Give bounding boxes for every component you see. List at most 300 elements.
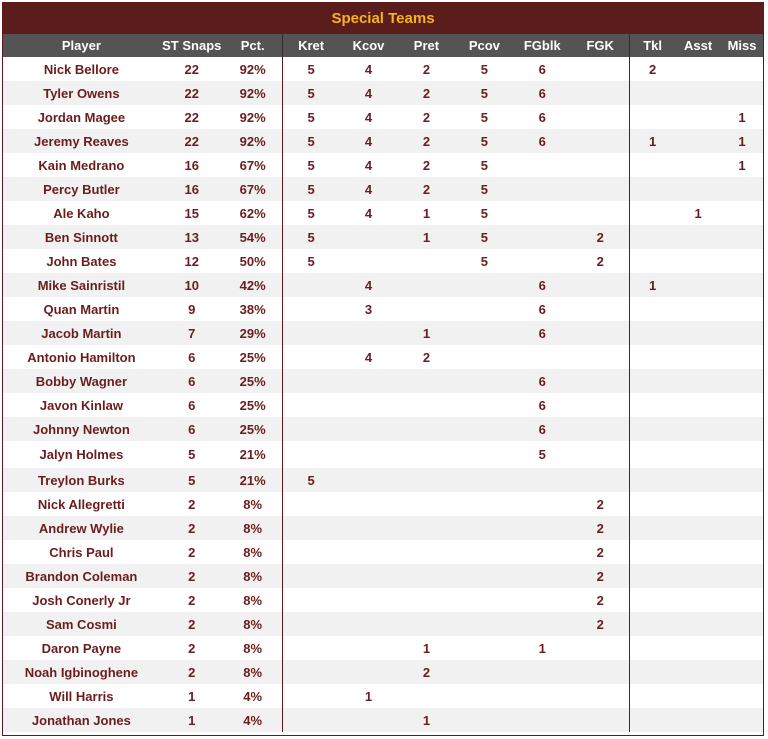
cell-pct: 25% [239, 397, 266, 413]
cell-player: Johnny Newton [33, 421, 130, 437]
cell-pret: 1 [422, 229, 431, 245]
cell-tkl [629, 321, 675, 345]
cell-miss [721, 612, 763, 636]
table-row [3, 564, 763, 588]
cell-kcov: 4 [364, 157, 373, 173]
cell-player: John Bates [46, 253, 117, 269]
cell-fgk: 2 [596, 616, 604, 632]
cell-pret [397, 492, 455, 516]
cell-fgblk [513, 564, 571, 588]
cell-fgblk: 6 [538, 109, 546, 125]
cell-tkl [629, 81, 675, 105]
cell-player: Jordan Magee [37, 109, 126, 125]
cell-kret [282, 708, 340, 732]
cell-pcov [455, 468, 513, 492]
cell-kret: 5 [282, 129, 340, 153]
cell-pret [397, 612, 455, 636]
cell-st-snaps: 2 [188, 520, 196, 536]
table-row [3, 129, 763, 153]
cell-tkl [629, 201, 675, 225]
cell-kret: 5 [282, 105, 340, 129]
cell-pret: 2 [422, 181, 431, 197]
cell-pct: 67% [239, 157, 266, 173]
table-row [3, 417, 763, 441]
cell-pct: 92% [239, 133, 266, 149]
cell-pcov: 5 [480, 229, 488, 245]
cell-st-snaps: 2 [188, 544, 196, 560]
cell-pct: 29% [239, 325, 266, 341]
cell-kret [282, 516, 340, 540]
cell-player: Kain Medrano [38, 157, 125, 173]
cell-pret [397, 369, 455, 393]
cell-asst [675, 81, 721, 105]
cell-tkl [629, 684, 675, 708]
header-pct: Pct. [240, 38, 265, 53]
table-row [3, 684, 763, 708]
cell-miss: 1 [738, 157, 746, 173]
table-row [3, 273, 763, 297]
cell-pret: 2 [422, 664, 431, 680]
cell-kret: 5 [282, 57, 340, 81]
cell-tkl [629, 297, 675, 321]
cell-asst [675, 564, 721, 588]
cell-fgblk [513, 660, 571, 684]
cell-pcov [455, 660, 513, 684]
cell-pret [397, 540, 455, 564]
cell-miss [721, 441, 763, 468]
cell-fgk: 2 [596, 496, 604, 512]
table-row [3, 57, 763, 81]
cell-pcov [455, 588, 513, 612]
cell-miss: 1 [738, 109, 746, 125]
cell-miss [721, 321, 763, 345]
cell-miss [721, 369, 763, 393]
cell-pct: 8% [243, 568, 263, 584]
cell-fgblk: 6 [538, 373, 546, 389]
cell-fgk: 2 [596, 544, 604, 560]
cell-asst [675, 612, 721, 636]
cell-miss [721, 393, 763, 417]
cell-pct: 21% [239, 447, 266, 462]
cell-player: Quan Martin [43, 301, 120, 317]
cell-kcov [340, 492, 398, 516]
cell-pct: 92% [239, 61, 266, 77]
cell-st-snaps: 5 [188, 447, 196, 462]
cell-fgblk: 6 [538, 397, 546, 413]
cell-pret: 2 [422, 133, 431, 149]
table-title: Special Teams [3, 3, 763, 34]
cell-pret: 1 [422, 325, 431, 341]
cell-kret [282, 297, 340, 321]
cell-fgk [571, 441, 629, 468]
cell-tkl: 1 [629, 129, 675, 153]
cell-st-snaps: 2 [188, 592, 196, 608]
cell-kcov [340, 540, 398, 564]
cell-player: Javon Kinlaw [39, 397, 123, 413]
table-row [3, 153, 763, 177]
table-row [3, 588, 763, 612]
cell-asst [675, 540, 721, 564]
cell-miss [721, 177, 763, 201]
cell-player: Bobby Wagner [35, 373, 128, 389]
cell-st-snaps: 16 [184, 181, 199, 197]
cell-kcov: 4 [364, 181, 373, 197]
cell-asst [675, 441, 721, 468]
cell-kcov: 4 [364, 205, 373, 221]
cell-kcov: 4 [364, 133, 373, 149]
cell-pct: 8% [243, 640, 263, 656]
cell-miss [721, 684, 763, 708]
cell-pct: 4% [243, 712, 263, 728]
cell-pret [397, 393, 455, 417]
cell-miss [721, 540, 763, 564]
cell-st-snaps: 2 [188, 664, 196, 680]
cell-st-snaps: 13 [184, 229, 199, 245]
cell-kcov: 1 [364, 688, 373, 704]
cell-pcov [455, 273, 513, 297]
cell-kret [282, 660, 340, 684]
cell-pret: 1 [422, 640, 431, 656]
cell-pcov: 5 [480, 61, 488, 77]
cell-kcov [340, 516, 398, 540]
cell-fgblk [513, 612, 571, 636]
cell-fgblk: 6 [538, 277, 546, 293]
cell-pcov: 5 [480, 109, 488, 125]
cell-player: Antonio Hamilton [27, 349, 136, 365]
cell-fgblk: 1 [538, 640, 546, 656]
cell-asst: 1 [694, 205, 702, 221]
cell-kret [282, 441, 340, 468]
cell-st-snaps: 16 [184, 157, 199, 173]
cell-kret [282, 321, 340, 345]
cell-st-snaps: 1 [188, 712, 196, 728]
cell-kcov [340, 369, 398, 393]
cell-pcov [455, 369, 513, 393]
cell-kret [282, 564, 340, 588]
cell-kcov [340, 249, 398, 273]
cell-player: Andrew Wylie [38, 520, 124, 536]
cell-asst [675, 660, 721, 684]
cell-player: Sam Cosmi [45, 616, 117, 632]
cell-fgk: 2 [596, 229, 604, 245]
cell-fgk [571, 369, 629, 393]
cell-miss [721, 417, 763, 441]
cell-st-snaps: 2 [188, 568, 196, 584]
cell-pct: 8% [243, 664, 263, 680]
cell-pcov: 5 [480, 205, 488, 221]
cell-tkl [629, 249, 675, 273]
table-row [3, 612, 763, 636]
table-row [3, 177, 763, 201]
cell-pct: 4% [243, 688, 263, 704]
cell-tkl [629, 564, 675, 588]
cell-kcov [340, 708, 398, 732]
cell-pcov [455, 321, 513, 345]
header-kcov: Kcov [352, 38, 385, 53]
cell-pcov: 5 [480, 253, 488, 269]
cell-fgblk [513, 345, 571, 369]
cell-asst [675, 321, 721, 345]
cell-pret [397, 516, 455, 540]
table-row [3, 297, 763, 321]
cell-kcov: 4 [364, 109, 373, 125]
cell-asst [675, 129, 721, 153]
cell-pct: 8% [243, 520, 263, 536]
cell-asst [675, 516, 721, 540]
cell-pcov: 5 [480, 157, 488, 173]
cell-fgk [571, 393, 629, 417]
cell-fgblk [513, 492, 571, 516]
cell-pcov [455, 540, 513, 564]
cell-kcov [340, 588, 398, 612]
cell-st-snaps: 15 [184, 205, 199, 221]
cell-tkl [629, 345, 675, 369]
cell-pret: 2 [422, 109, 431, 125]
cell-st-snaps: 2 [188, 616, 196, 632]
cell-pct: 62% [239, 205, 266, 221]
cell-fgblk [513, 177, 571, 201]
cell-pcov [455, 564, 513, 588]
cell-pct: 8% [243, 616, 263, 632]
cell-tkl [629, 468, 675, 492]
cell-fgblk [513, 708, 571, 732]
cell-asst [675, 249, 721, 273]
cell-pret: 1 [422, 712, 431, 728]
cell-fgblk [513, 684, 571, 708]
header-pcov: Pcov [468, 38, 500, 53]
cell-pcov [455, 345, 513, 369]
cell-kret [282, 684, 340, 708]
cell-kcov [340, 225, 398, 249]
cell-kcov [340, 441, 398, 468]
cell-miss [721, 564, 763, 588]
cell-player: Nick Bellore [43, 61, 119, 77]
cell-st-snaps: 6 [188, 349, 196, 365]
cell-miss [721, 636, 763, 660]
cell-pct: 25% [239, 349, 266, 365]
cell-kcov [340, 564, 398, 588]
cell-kcov: 4 [364, 277, 373, 293]
cell-pct: 25% [239, 373, 266, 389]
cell-fgk [571, 417, 629, 441]
cell-fgblk: 6 [538, 301, 546, 317]
cell-player: Will Harris [49, 688, 114, 704]
cell-pct: 42% [239, 277, 266, 293]
cell-st-snaps: 2 [188, 496, 196, 512]
cell-pret [397, 468, 455, 492]
cell-pcov [455, 516, 513, 540]
cell-pct: 25% [239, 421, 266, 437]
cell-kret: 5 [282, 177, 340, 201]
cell-asst [675, 297, 721, 321]
table-row [3, 636, 763, 660]
cell-kret [282, 369, 340, 393]
cell-kret: 5 [282, 468, 340, 492]
table-row [3, 321, 763, 345]
table-header [3, 34, 763, 57]
cell-kret [282, 492, 340, 516]
cell-fgk [571, 321, 629, 345]
cell-miss [721, 225, 763, 249]
table-row [3, 201, 763, 225]
cell-fgk [571, 129, 629, 153]
cell-pret: 1 [422, 205, 431, 221]
cell-kret: 5 [282, 153, 340, 177]
cell-pcov: 5 [480, 85, 488, 101]
cell-pcov [455, 297, 513, 321]
cell-tkl [629, 441, 675, 468]
cell-pcov [455, 612, 513, 636]
cell-player: Ben Sinnott [44, 229, 118, 245]
cell-fgblk [513, 588, 571, 612]
cell-fgblk [513, 201, 571, 225]
cell-kret: 5 [282, 81, 340, 105]
cell-player: Nick Allegretti [37, 496, 125, 512]
cell-kret [282, 636, 340, 660]
cell-kcov [340, 636, 398, 660]
cell-asst [675, 684, 721, 708]
cell-st-snaps: 5 [188, 472, 196, 488]
cell-fgk [571, 177, 629, 201]
cell-kret [282, 588, 340, 612]
cell-fgblk: 6 [538, 325, 546, 341]
cell-st-snaps: 6 [188, 397, 196, 413]
cell-pret [397, 684, 455, 708]
cell-pret [397, 297, 455, 321]
table-row [3, 345, 763, 369]
cell-pct: 21% [239, 472, 266, 488]
table-row [3, 708, 763, 732]
cell-st-snaps: 12 [184, 253, 199, 269]
cell-fgblk [513, 540, 571, 564]
cell-tkl [629, 225, 675, 249]
table-body [3, 57, 763, 732]
cell-player: Noah Igbinoghene [24, 664, 139, 680]
cell-pret: 2 [422, 85, 431, 101]
cell-player: Daron Payne [41, 640, 122, 656]
header-fgk: FGK [586, 38, 614, 53]
cell-pret [397, 564, 455, 588]
cell-kcov [340, 321, 398, 345]
cell-player: Percy Butler [43, 181, 120, 197]
cell-pret [397, 588, 455, 612]
cell-tkl: 2 [629, 57, 675, 81]
cell-fgk [571, 345, 629, 369]
cell-tkl [629, 393, 675, 417]
table-row [3, 105, 763, 129]
cell-asst [675, 369, 721, 393]
cell-miss [721, 345, 763, 369]
cell-asst [675, 273, 721, 297]
cell-asst [675, 492, 721, 516]
cell-pret [397, 249, 455, 273]
cell-asst [675, 468, 721, 492]
cell-player: Jeremy Reaves [34, 133, 129, 149]
table-row [3, 369, 763, 393]
cell-asst [675, 708, 721, 732]
cell-miss [721, 297, 763, 321]
cell-kret [282, 393, 340, 417]
cell-fgblk: 6 [538, 85, 546, 101]
cell-tkl [629, 540, 675, 564]
cell-kret: 5 [282, 225, 340, 249]
cell-st-snaps: 22 [184, 61, 199, 77]
header-player: Player [61, 38, 101, 53]
table-row [3, 660, 763, 684]
cell-tkl [629, 660, 675, 684]
header-tkl: Tkl [629, 34, 675, 57]
cell-miss [721, 81, 763, 105]
header-st-snaps: ST Snaps [162, 38, 222, 53]
cell-pcov [455, 417, 513, 441]
cell-fgk: 2 [596, 253, 604, 269]
cell-fgk [571, 57, 629, 81]
cell-miss [721, 660, 763, 684]
cell-asst [675, 588, 721, 612]
cell-kret [282, 345, 340, 369]
cell-tkl [629, 588, 675, 612]
cell-tkl [629, 369, 675, 393]
cell-asst [675, 636, 721, 660]
cell-tkl [629, 636, 675, 660]
cell-tkl [629, 516, 675, 540]
cell-player: Tyler Owens [43, 85, 120, 101]
header-kret: Kret [282, 34, 340, 57]
table-row [3, 540, 763, 564]
special-teams-table [2, 2, 764, 736]
cell-pret: 2 [422, 61, 431, 77]
cell-fgblk [513, 468, 571, 492]
cell-kcov: 4 [364, 85, 373, 101]
cell-pcov: 5 [480, 133, 488, 149]
header-asst: Asst [683, 38, 713, 53]
cell-kret: 5 [282, 201, 340, 225]
cell-pct: 50% [239, 253, 266, 269]
cell-tkl [629, 105, 675, 129]
cell-miss [721, 516, 763, 540]
cell-miss [721, 249, 763, 273]
cell-miss [721, 57, 763, 81]
cell-st-snaps: 1 [188, 688, 196, 704]
cell-miss [721, 708, 763, 732]
cell-st-snaps: 6 [188, 421, 196, 437]
cell-fgk [571, 708, 629, 732]
cell-asst [675, 345, 721, 369]
cell-fgblk [513, 225, 571, 249]
cell-st-snaps: 2 [188, 640, 196, 656]
table-row [3, 468, 763, 492]
cell-st-snaps: 6 [188, 373, 196, 389]
cell-kret: 5 [282, 249, 340, 273]
cell-tkl [629, 153, 675, 177]
cell-fgk [571, 201, 629, 225]
cell-fgk: 2 [596, 592, 604, 608]
cell-miss: 1 [738, 133, 746, 149]
cell-st-snaps: 22 [184, 85, 199, 101]
cell-kcov [340, 660, 398, 684]
cell-miss [721, 468, 763, 492]
cell-pcov [455, 441, 513, 468]
cell-tkl [629, 417, 675, 441]
cell-pcov: 5 [480, 181, 488, 197]
cell-fgk [571, 105, 629, 129]
header-miss: Miss [727, 38, 757, 53]
cell-pcov [455, 492, 513, 516]
cell-kcov: 4 [364, 61, 373, 77]
cell-kret [282, 273, 340, 297]
cell-st-snaps: 22 [184, 109, 199, 125]
cell-kret [282, 540, 340, 564]
